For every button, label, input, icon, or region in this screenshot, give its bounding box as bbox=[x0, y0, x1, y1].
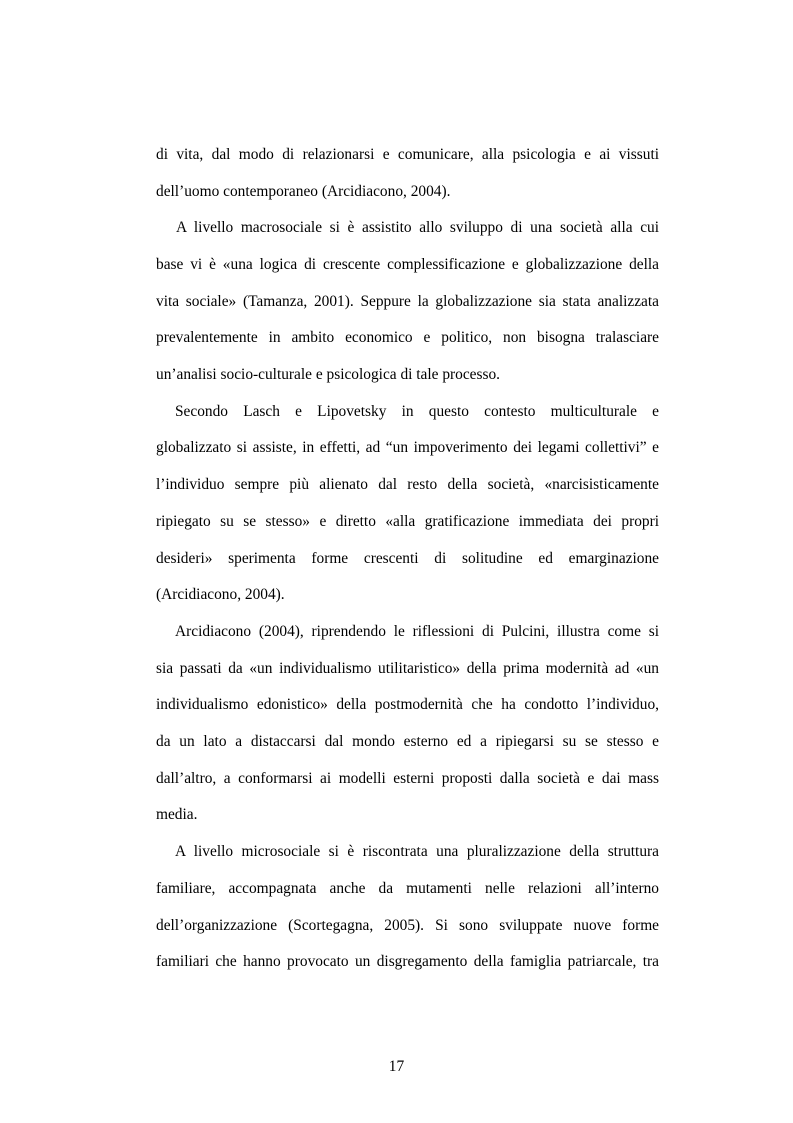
text-line: base vi è «una logica di crescente complessificazione e globalizzazione della bbox=[156, 256, 659, 273]
text-line: da un lato a distaccarsi dal mondo esterno ed a ripiegarsi su se stesso e bbox=[156, 733, 659, 750]
text-line: prevalentemente in ambito economico e politico, non bisogna tralasciare bbox=[156, 329, 659, 346]
text-line: individualismo edonistico» della postmodernità che ha condotto l’individuo, bbox=[156, 696, 659, 713]
text-line: familiare, accompagnata anche da mutamenti nelle relazioni all’interno bbox=[156, 880, 659, 897]
text-line: Secondo Lasch e Lipovetsky in questo contesto multiculturale e bbox=[175, 403, 659, 420]
text-line: Arcidiacono (2004), riprendendo le riflessioni di Pulcini, illustra come si bbox=[175, 623, 659, 640]
text-line: A livello microsociale si è riscontrata una pluralizzazione della struttura bbox=[175, 843, 659, 860]
page-number: 17 bbox=[388, 1058, 405, 1075]
text-line: familiari che hanno provocato un disgregamento della famiglia patriarcale, tra bbox=[156, 953, 659, 970]
text-line: dall’altro, a conformarsi ai modelli esterni proposti dalla società e dai mass bbox=[156, 770, 659, 787]
text-line: A livello macrosociale si è assistito allo sviluppo di una società alla cui bbox=[176, 219, 659, 236]
text-line: desideri» sperimenta forme crescenti di solitudine ed emarginazione bbox=[156, 550, 659, 567]
text-line: globalizzato si assiste, in effetti, ad “un impoverimento dei legami collettivi” e bbox=[156, 439, 659, 456]
text-line: dell’organizzazione (Scortegagna, 2005). Si sono sviluppate nuove forme bbox=[156, 917, 659, 934]
text-line: di vita, dal modo di relazionarsi e comunicare, alla psicologia e ai vissuti bbox=[156, 146, 659, 163]
text-line: dell’uomo contemporaneo (Arcidiacono, 2004). bbox=[156, 183, 451, 200]
text-line: (Arcidiacono, 2004). bbox=[156, 586, 285, 603]
text-line: l’individuo sempre più alienato dal resto della società, «narcisisticamente bbox=[156, 476, 659, 493]
text-line: ripiegato su se stesso» e diretto «alla gratificazione immediata dei propri bbox=[156, 513, 659, 530]
text-line: un’analisi socio-culturale e psicologica di tale processo. bbox=[156, 366, 501, 383]
text-line: sia passati da «un individualismo utilitaristico» della prima modernità ad «un bbox=[156, 660, 659, 677]
text-line: vita sociale» (Tamanza, 2001). Seppure la globalizzazione sia stata analizzata bbox=[156, 293, 659, 310]
text-line: media. bbox=[156, 806, 198, 823]
